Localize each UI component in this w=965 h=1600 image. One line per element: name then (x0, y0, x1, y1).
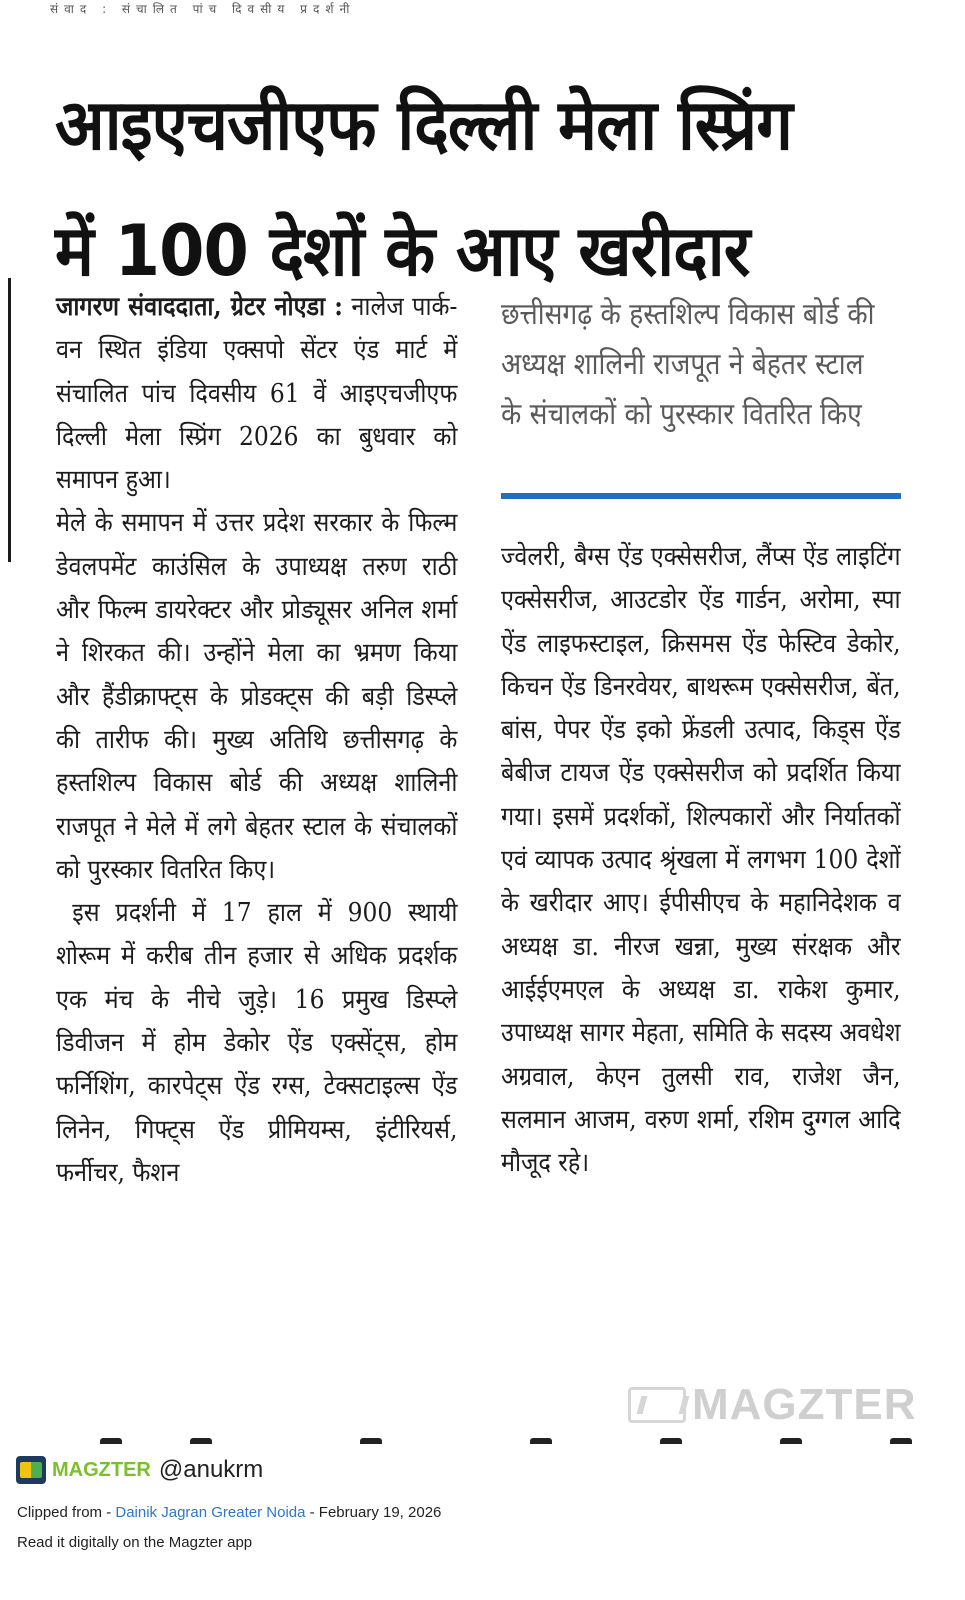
clip-source (17, 1504, 441, 1521)
article-paragraph: इस प्रदर्शनी में 17 हाल में 900 स्थायी शोरूम में करीब तीन हजार से अधिक प्रदर्शक एक मंच के नीचे जुड़े। 16 प्रमुख डिस्प्ले डिवीजन में होम डेकोर ऐंड एक्सेंट्स, होम फर्निशिंग, कारपेट्स ऐंड रग्स, टेक्सटाइल्स ऐंड लिनेन, गिफ्ट्स ऐंड प्रीमियम्स, इंटीरियर्स, फर्नीचर, फैशन (56, 898, 458, 1188)
article-lead: नालेज पार्क-वन स्थित इंडिया एक्सपो सेंटर एंड मार्ट में संचालित पांच दिवसीय 61 वें आइएचजीएफ दिल्ली मेला स्प्रिंग 2026 का बुधवार को समापन हुआ। (56, 292, 458, 496)
brand-row (16, 1456, 263, 1484)
headline (55, 62, 873, 314)
magzter-logo-icon[interactable] (16, 1456, 46, 1484)
article-column-right (501, 536, 901, 1185)
headline-line-2: में 100 देशों के आए खरीदार (55, 210, 750, 292)
pull-quote-rule (501, 493, 901, 499)
clip-footer (0, 1444, 965, 1600)
magzter-watermark-icon (628, 1387, 686, 1423)
byline: जागरण संवाददाता, ग्रेटर नोएडा : (56, 292, 343, 322)
article-paragraph: मेले के समापन में उत्तर प्रदेश सरकार के फिल्म डेवलपमेंट काउंसिल के उपाध्यक्ष तरुण राठी और फिल्म डायरेक्टर और प्रोड्यूसर अनिल शर्मा ने शिरकत की। उन्होंने मेला का भ्रमण किया और हैंडीक्राफ्ट्स के प्रोडक्ट्स की बड़ी डिस्प्ले की तारीफ की। मुख्य अतिथि छत्तीसगढ़ के हस्तशिल्प विकास बोर्ड की अध्यक्ष शालिनी राजपूत ने मेले में लगे बेहतर स्टाल के संचालकों को पुरस्कार वितरित किए। (56, 508, 458, 885)
user-handle[interactable]: @anukrm (158, 1456, 264, 1483)
magzter-watermark-text: MAGZTER (692, 1380, 917, 1429)
headline-line-1: आइएचजीएफ दिल्ली मेला स्प्रिंग (55, 84, 792, 166)
clip-date: - February 19, 2026 (305, 1504, 442, 1521)
read-digitally-text: Read it digitally on the Magzter app (17, 1534, 253, 1551)
clipped-prefix: Clipped from - (17, 1504, 116, 1521)
cropped-previous-text: संवाद : संचालित पांच दिवसीय प्रदर्शनी (50, 2, 356, 14)
article-paragraph (56, 286, 457, 502)
pull-quote: छत्तीसगढ़ के हस्तशिल्प विकास बोर्ड की अध्यक्ष शालिनी राजपूत ने बेहतर स्टाल के संचालकों को पुरस्कार वितरित किए (501, 297, 875, 432)
article-paragraph: ज्वेलरी, बैग्स ऐंड एक्सेसरीज, लैंप्स ऐंड लाइटिंग एक्सेसरीज, आउटडोर ऐंड गार्डन, अरोमा, स्पा ऐंड लाइफस्टाइल, क्रिसमस ऐंड फेस्टिव डेकोर, किचन ऐंड डिनरवेयर, बाथरूम एक्सेसरीज, बेंत, बांस, पेपर ऐंड इको फ्रेंडली उत्पाद, किड्स ऐंड बेबीज टायज ऐंड एक्सेसरीज को प्रदर्शित किया गया। इसमें प्रदर्शकों, शिल्पकारों और निर्यातकों एवं व्यापक उत्पाद श्रृंखला में लगभग 100 देशों के खरीदार आए। ईपीसीएच के महानिदेशक व अध्यक्ष डा. नीरज खन्ना, मुख्य संरक्षक और आईईएमएल के अध्यक्ष डा. राकेश कुमार, उपाध्यक्ष सागर मेहता, समिति के सदस्य अवधेश अग्रवाल, केएन तुलसी राव, राजेश जैन, सलमान आजम, वरुण शर्मा, रशिम दुग्गल आदि मौजूद रहे। (501, 542, 901, 1179)
article-column-left (56, 286, 457, 1195)
magzter-watermark (628, 1380, 917, 1429)
column-divider (8, 278, 11, 562)
brand-name[interactable]: MAGZTER (52, 1458, 151, 1481)
publication-link[interactable]: Dainik Jagran Greater Noida (115, 1504, 306, 1521)
